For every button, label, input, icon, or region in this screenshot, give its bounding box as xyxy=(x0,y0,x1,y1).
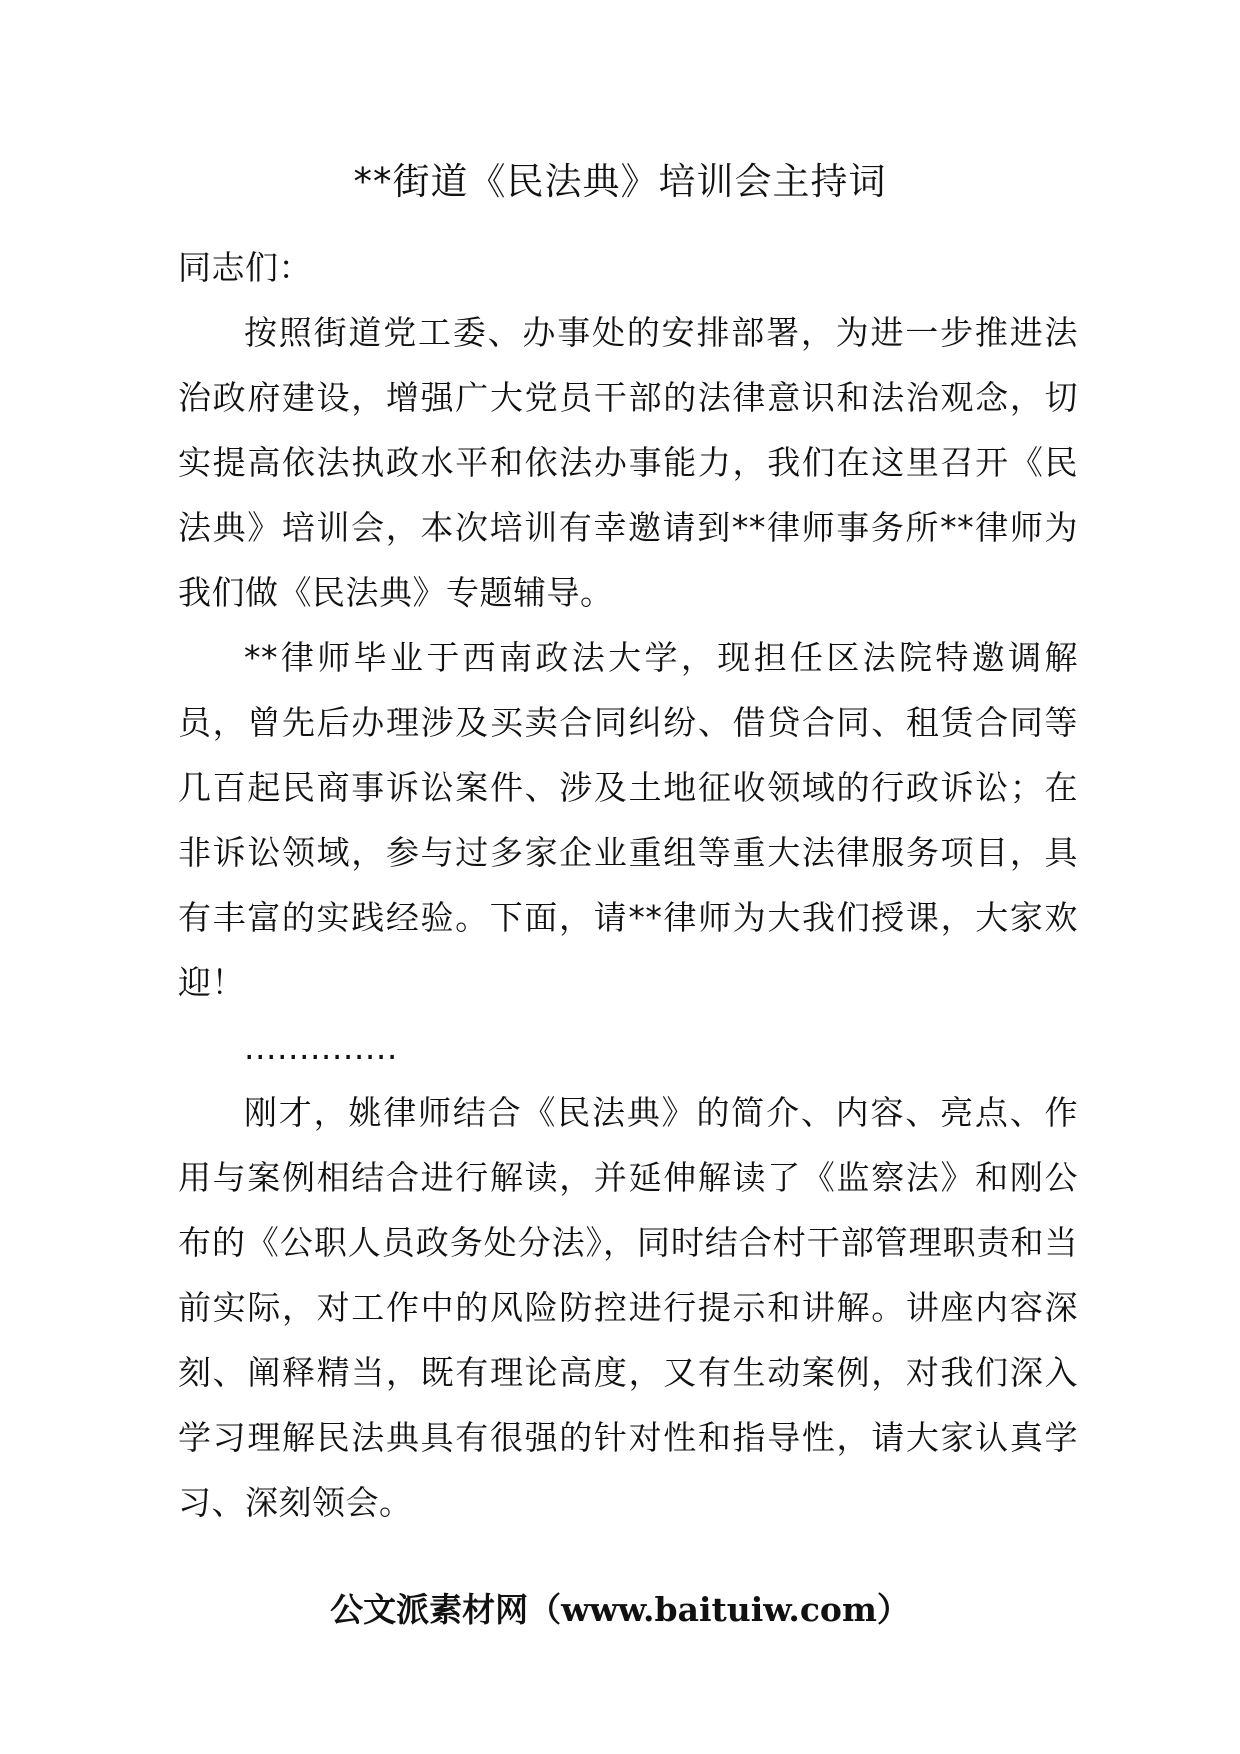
paragraph-ellipsis: .............. xyxy=(244,1028,398,1067)
paragraph-lawyer-bio: **律师毕业于西南政法大学，现担任区法院特邀调解员，曾先后办理涉及买卖合同纠纷、借贷合同、租赁合同等几百起民商事诉讼案件、涉及土地征收领域的行政诉讼；在非诉讼领域，参与过多家企业重组等重大法律服务项目，具有丰富的实践经验。下面，请**律师为大我们授课，大家欢迎！ xyxy=(178,638,1078,1002)
document-body xyxy=(178,235,1078,1535)
paragraph-summary: 刚才，姚律师结合《民法典》的简介、内容、亮点、作用与案例相结合进行解读，并延伸解读了《监察法》和刚公布的《公职人员政务处分法》，同时结合村干部管理职责和当前实际，对工作中的风险防控进行提示和讲解。讲座内容深刻、阐释精当，既有理论高度，又有生动案例，对我们深入学习理解民法典具有很强的针对性和指导性，请大家认真学习、深刻领会。 xyxy=(178,1093,1078,1522)
document-title: **街道《民法典》培训会主持词 xyxy=(353,160,887,203)
paragraph-intro: 按照街道党工委、办事处的安排部署，为进一步推进法治政府建设，增强广大党员干部的法律意识和法治观念，切实提高依法执政水平和依法办事能力，我们在这里召开《民法典》培训会，本次培训有幸邀请到**律师事务所**律师为我们做《民法典》专题辅导。 xyxy=(178,313,1078,612)
footer-source: 公文派素材网（www.baituiw.com） xyxy=(330,1590,910,1629)
salutation: 同志们： xyxy=(178,248,312,287)
